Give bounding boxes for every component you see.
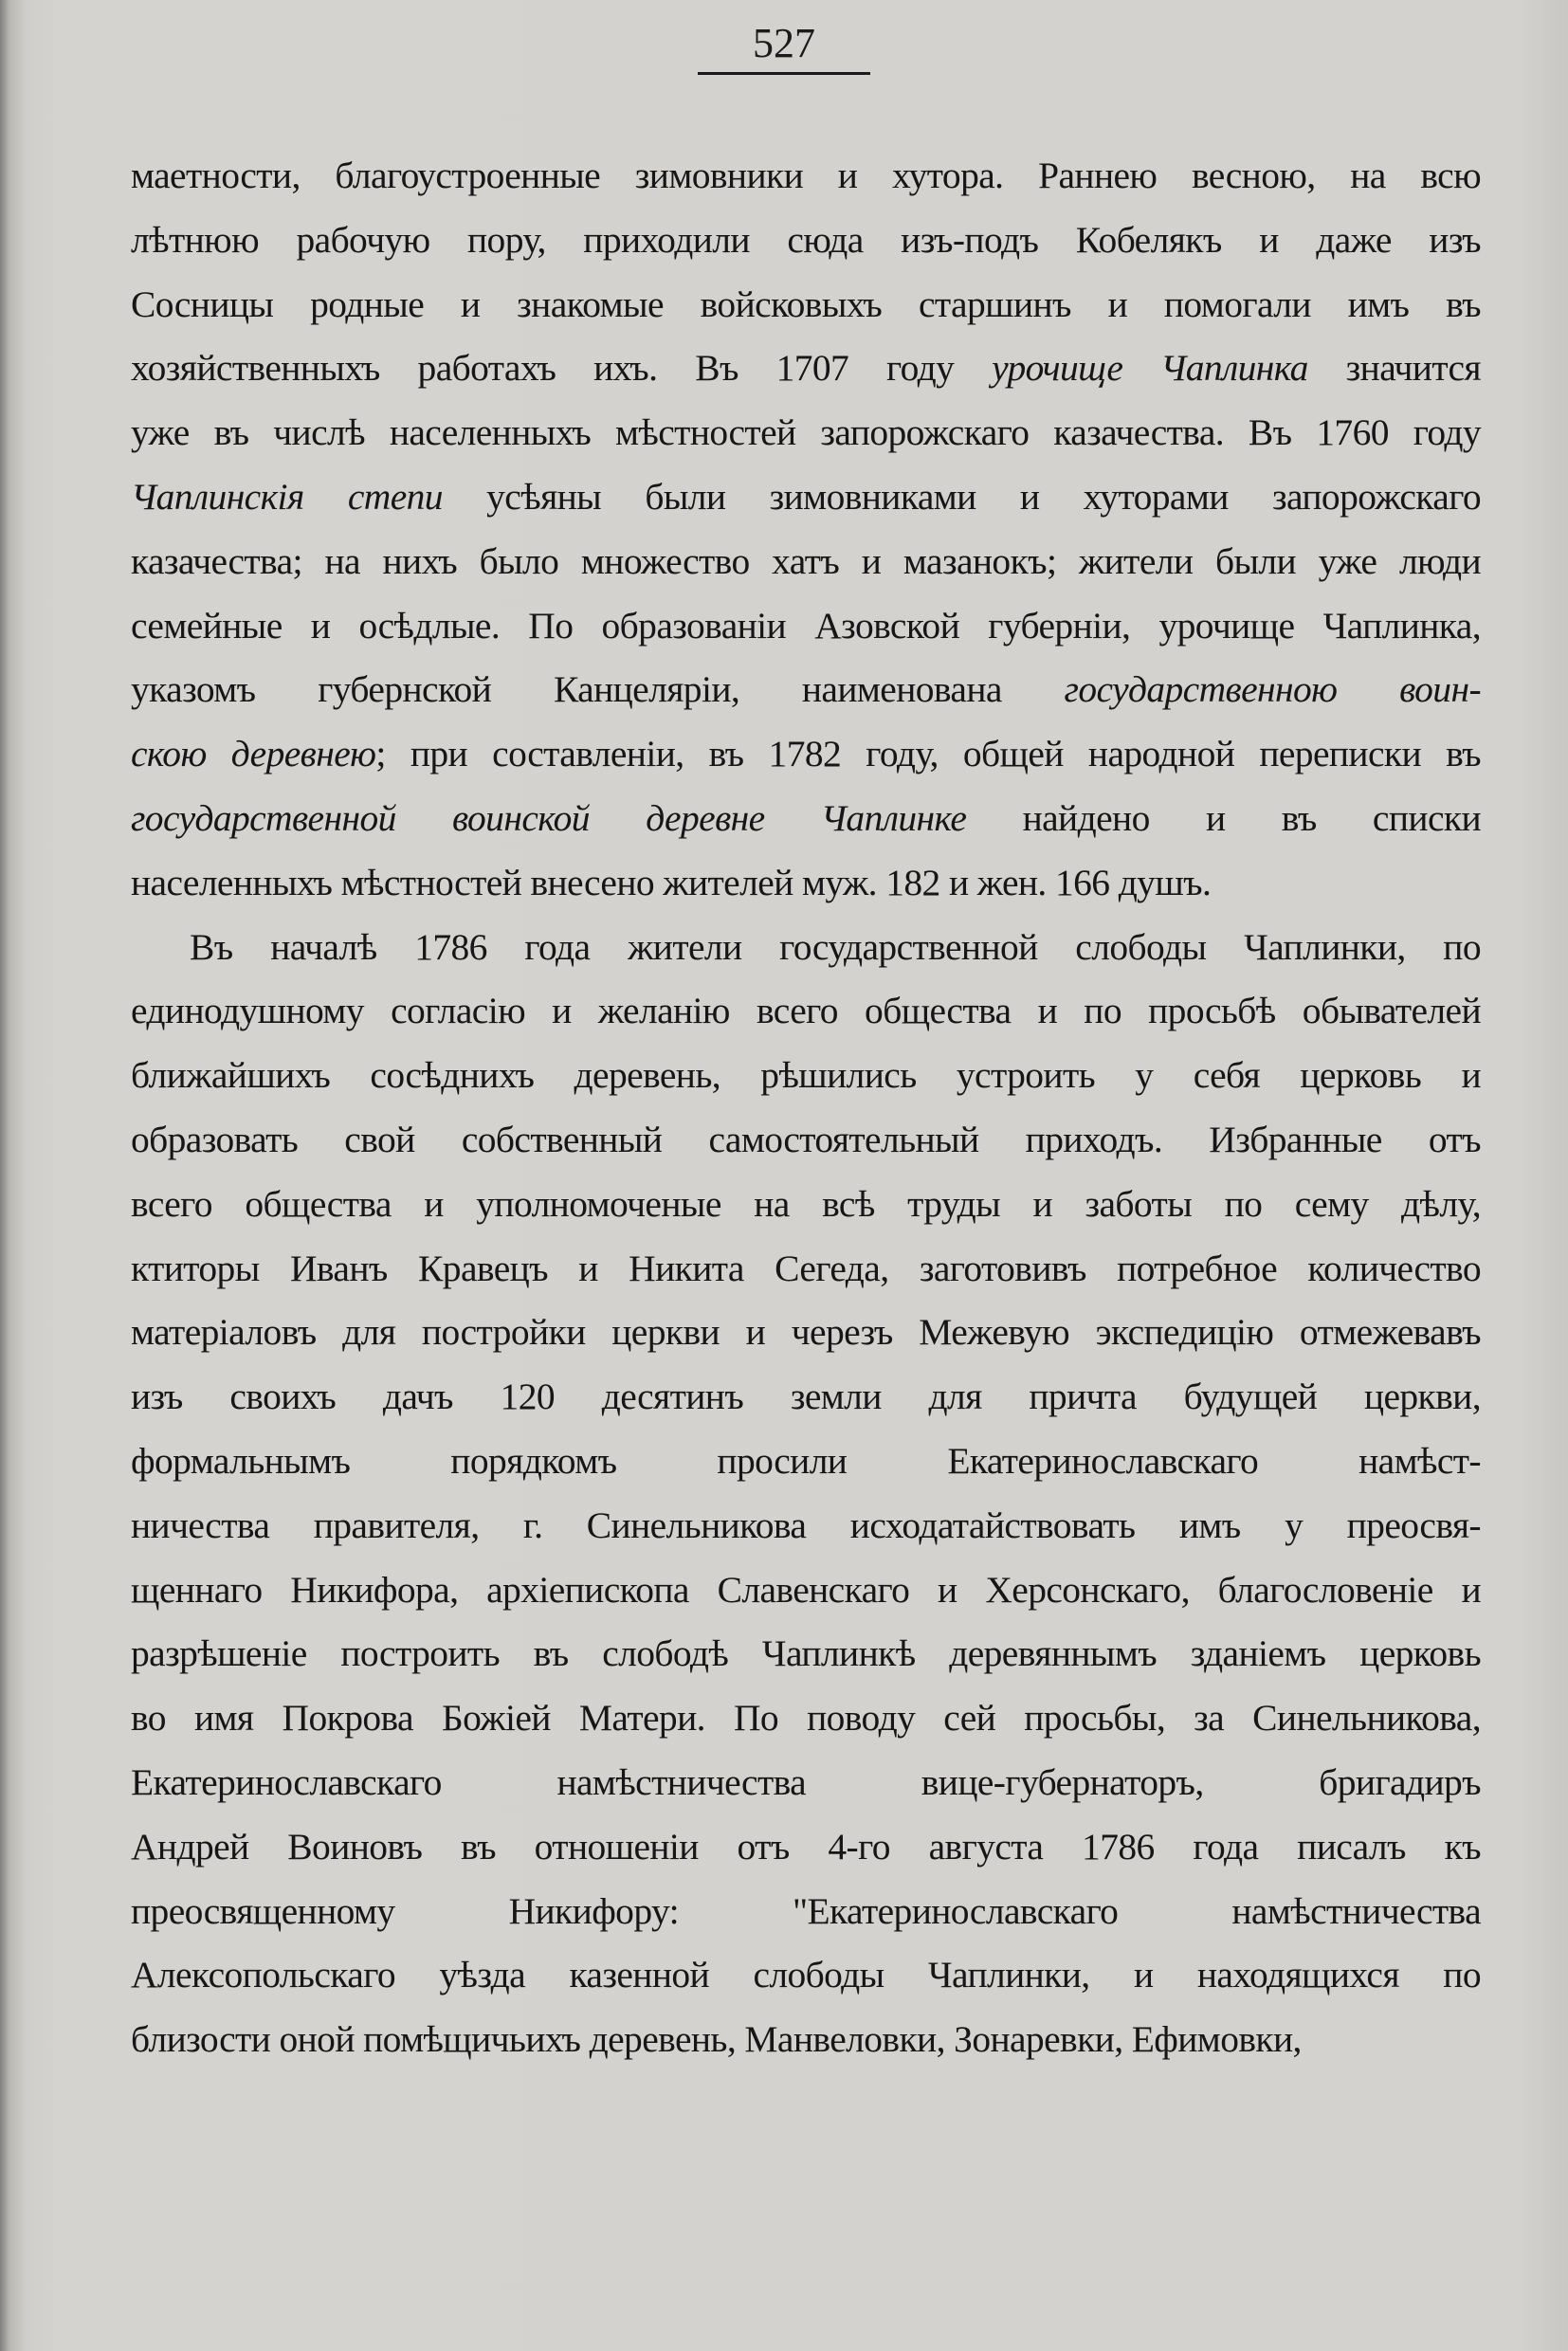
text-line: [131, 273, 1481, 337]
text-run: семейные и осѣдлые. По образованіи Азовской губерніи, урочище Чаплинка,: [131, 604, 1481, 647]
text-run: уже въ числѣ населенныхъ мѣстностей запорожскаго казачества. Въ 1760 году: [131, 411, 1481, 454]
text-line: [131, 401, 1481, 465]
text-run: хозяйственныхъ работахъ ихъ. Въ 1707 году: [131, 347, 993, 390]
text-run: близости оной помѣщичьихъ деревень, Манвеловки, Зонаревки, Ефимовки,: [131, 2018, 1302, 2061]
text-line: [131, 1301, 1481, 1365]
text-line: [131, 1173, 1481, 1237]
text-run: ближайшихъ сосѣднихъ деревень, рѣшились устроить у себя церковь и: [131, 1054, 1481, 1097]
text-run: единодушному согласію и желанію всего общества и по просьбѣ обывателей: [131, 990, 1481, 1032]
text-run: лѣтнюю рабочую пору, приходили сюда изъ-подъ Кобелякъ и даже изъ: [131, 218, 1481, 261]
text-run: ктиторы Иванъ Кравецъ и Никита Сегеда, заготовивъ потребное количество: [131, 1247, 1481, 1289]
text-line: [131, 2008, 1481, 2072]
text-line: [131, 916, 1481, 980]
text-line: [131, 1494, 1481, 1558]
text-run: матеріаловъ для постройки церкви и черезъ Межевую экспедицію отмежевавъ: [131, 1311, 1481, 1354]
text-line: [131, 979, 1481, 1044]
text-run: Сосницы родные и знакомые войсковыхъ старшинъ и помогали имъ въ: [131, 282, 1481, 325]
text-run: разрѣшеніе построить въ слободѣ Чаплинкѣ деревяннымъ зданіемъ церковь: [131, 1632, 1481, 1675]
text-run: ; при составленіи, въ 1782 году, общей народной переписки въ: [375, 733, 1481, 775]
text-line: [131, 1622, 1481, 1686]
text-line: [131, 787, 1481, 851]
text-line: [131, 658, 1481, 722]
text-run: изъ своихъ дачъ 120 десятинъ земли для причта будущей церкви,: [131, 1376, 1481, 1418]
text-line: [131, 594, 1481, 659]
text-line: [131, 465, 1481, 530]
text-line: [131, 1237, 1481, 1302]
text-run: образовать свой собственный самостоятельный приходъ. Избранные отъ: [131, 1118, 1481, 1160]
text-line: [131, 1044, 1481, 1108]
text-line: [131, 337, 1481, 401]
text-run: указомъ губернской Канцеляріи, наименована: [131, 668, 1065, 711]
text-line: [131, 1365, 1481, 1430]
text-line: [131, 530, 1481, 594]
text-run: всего общества и уполномоченые на всѣ труды и заботы по сему дѣлу,: [131, 1182, 1481, 1225]
text-run: Въ началѣ 1786 года жители государственной слободы Чаплинки, по: [190, 925, 1481, 968]
text-line: [131, 1558, 1481, 1623]
text-run: щеннаго Никифора, архіепископа Славенскаго и Херсонскаго, благословеніе и: [131, 1568, 1481, 1611]
text-run: значится: [1307, 347, 1481, 390]
italic-text-run: урочище Чаплинка: [992, 347, 1308, 390]
page-header: [0, 21, 1568, 75]
text-line: [131, 1815, 1481, 1880]
text-line: [131, 1751, 1481, 1815]
text-run: Алексопольскаго уѣзда казенной слободы Чаплинки, и находящихся по: [131, 1954, 1481, 1996]
text-run: найдено и въ списки: [966, 796, 1482, 839]
text-run: преосвященному Никифору: "Екатеринославскаго намѣстничества: [131, 1889, 1481, 1932]
text-line: [131, 1430, 1481, 1494]
page-number: 527: [698, 21, 870, 75]
italic-text-run: государственной воинской деревне Чаплинке: [131, 796, 967, 839]
text-line: [131, 144, 1481, 209]
text-line: [131, 1686, 1481, 1751]
text-run: маетности, благоустроенные зимовники и хутора. Раннею весною, на всю: [131, 155, 1481, 196]
text-run: Андрей Воиновъ въ отношеніи отъ 4-го августа 1786 года писалъ къ: [131, 1825, 1481, 1868]
italic-text-run: государственною воин-: [1064, 668, 1481, 711]
text-run: формальнымъ порядкомъ просили Екатеринославскаго намѣст-: [131, 1439, 1481, 1482]
text-run: населенныхъ мѣстностей внесено жителей муж. 182 и жен. 166 душъ.: [131, 861, 1212, 903]
italic-text-run: Чаплинскія степи: [131, 475, 443, 518]
text-line: [131, 851, 1481, 916]
italic-text-run: скою деревнею: [131, 733, 376, 775]
text-run: казачества; на нихъ было множество хатъ и мазанокъ; жители были уже люди: [131, 539, 1481, 582]
text-run: Екатеринославскаго намѣстничества вице-губернаторъ, бригадиръ: [131, 1760, 1481, 1803]
text-line: [131, 722, 1481, 787]
text-run: ничества правителя, г. Синельникова исходатайствовать имъ у преосвя-: [131, 1504, 1481, 1546]
text-run: во имя Покрова Божіей Матери. По поводу сей просьбы, за Синельникова,: [131, 1697, 1481, 1740]
text-line: [131, 1943, 1481, 2008]
text-line: [131, 1108, 1481, 1173]
body-text: [131, 144, 1481, 2072]
text-line: [131, 1880, 1481, 1944]
text-run: усѣяны были зимовниками и хуторами запорожскаго: [442, 475, 1482, 518]
text-line: [131, 209, 1481, 273]
